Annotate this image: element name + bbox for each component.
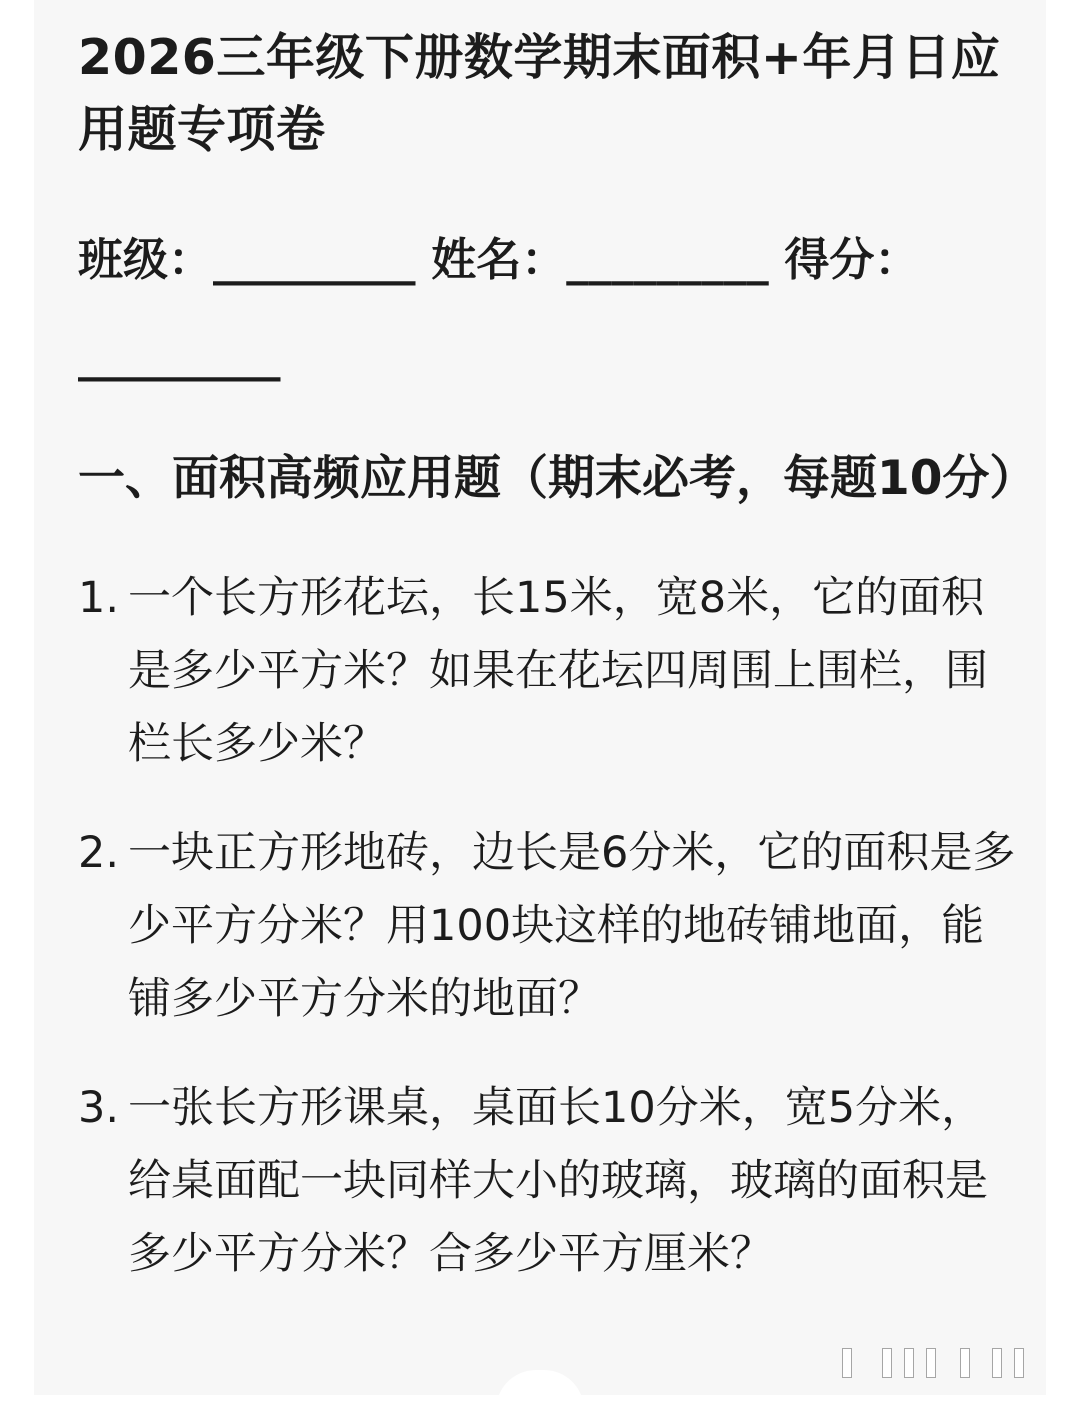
section-heading: 一、面积高频应用题（期末必考，每题10分） bbox=[78, 451, 1037, 506]
page-title: 2026三年级下册数学期末面积+年月日应用题专项卷 bbox=[78, 29, 1001, 158]
question-item bbox=[78, 817, 1018, 1036]
question-text: 一张长方形课桌，桌面长10分米，宽5分米，给桌面配一块同样大小的玻璃，玻璃的面积是多少平方分米？合多少平方厘米？ bbox=[128, 1083, 988, 1279]
question-item bbox=[78, 562, 1018, 781]
name-blank: _________ bbox=[566, 233, 769, 286]
class-blank: _________ bbox=[213, 233, 416, 286]
watermark-glyph-icon bbox=[992, 1348, 1002, 1378]
watermark-glyph-icon bbox=[842, 1348, 852, 1378]
question-list bbox=[78, 562, 1018, 1291]
question-number: 1. bbox=[78, 573, 120, 623]
score-label: 得分： bbox=[784, 233, 920, 286]
question-item bbox=[78, 1072, 1018, 1291]
class-label: 班级： bbox=[78, 233, 214, 286]
watermark-glyph-icon bbox=[882, 1348, 892, 1378]
worksheet-content bbox=[78, 22, 1037, 1327]
question-text: 一块正方形地砖，边长是6分米，它的面积是多少平方分米？用100块这样的地砖铺地面，能铺多少平方分米的地面？ bbox=[128, 828, 1016, 1024]
watermark-glyph-icon bbox=[904, 1348, 914, 1378]
question-number: 2. bbox=[78, 828, 120, 878]
name-label: 姓名： bbox=[431, 233, 567, 286]
watermark-glyph-icon bbox=[926, 1348, 936, 1378]
watermark-glyph-icon bbox=[1014, 1348, 1024, 1378]
student-info-line bbox=[78, 212, 1018, 404]
question-number: 3. bbox=[78, 1083, 120, 1133]
question-text: 一个长方形花坛，长15米，宽8米，它的面积是多少平方米？如果在花坛四周围上围栏，围栏长多少米？ bbox=[128, 573, 988, 769]
watermark-glyph-icon bbox=[960, 1348, 970, 1378]
worksheet-page bbox=[34, 0, 1046, 1395]
score-blank: _________ bbox=[78, 329, 281, 382]
